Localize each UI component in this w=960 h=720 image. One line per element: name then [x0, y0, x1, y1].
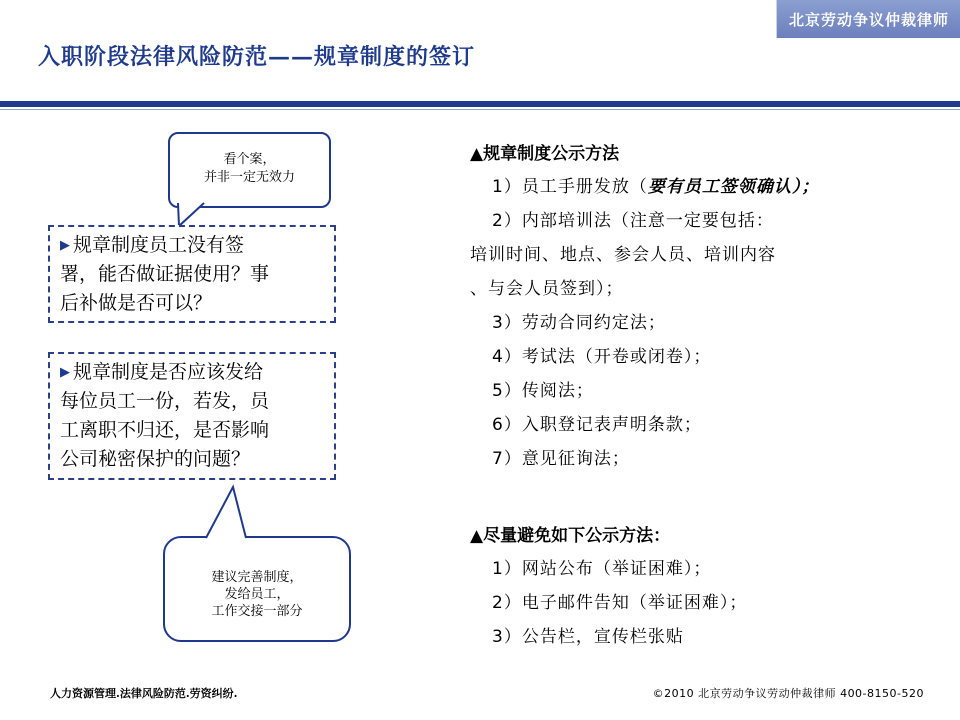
title-divider — [0, 101, 960, 107]
bullet-arrow-icon: ▶ — [60, 365, 70, 380]
method-item-continued: 培训时间、地点、参会人员、培训内容 — [470, 245, 776, 265]
page-title: 入职阶段法律风险防范——规章制度的签订 — [38, 44, 476, 70]
method-item: 5）传阅法； — [492, 381, 594, 401]
question-line: 工离职不归还，是否影响 — [60, 419, 270, 441]
callout-bottom — [163, 536, 351, 642]
disclosure-methods — [470, 138, 940, 654]
question-line: 署，能否做证据使用？事 — [60, 263, 270, 285]
question-box-distribution — [48, 352, 336, 480]
brand-label: 北京劳动争议仲裁律师 — [788, 11, 949, 29]
footer-tagline: 人力资源管理.法律风险防范.劳资纠纷. — [50, 687, 238, 700]
question-line: 后补做是否可以？ — [60, 292, 213, 314]
brand-badge — [776, 0, 960, 38]
section-heading: ▲规章制度公示方法 — [470, 144, 620, 164]
method-item — [470, 170, 940, 204]
callout-top-line: 看个案， — [223, 152, 276, 167]
avoid-item: 3）公告栏，宣传栏张贴 — [492, 627, 684, 647]
callout-bottom-tail — [200, 486, 260, 540]
method-item-emphasis: 要有员工签领确认）； — [647, 177, 820, 197]
avoid-item: 1）网站公布（举证困难）； — [492, 559, 712, 579]
method-item: 6）入职登记表声明条款； — [492, 415, 702, 435]
question-box-signature — [48, 225, 336, 323]
title-divider-thin — [0, 109, 960, 110]
method-item: 3）劳动合同约定法； — [492, 313, 666, 333]
section-heading: ▲尽量避免如下公示方法： — [470, 526, 671, 546]
question-line: 规章制度是否应该发给 — [73, 361, 264, 383]
callout-top-line: 并非一定无效力 — [203, 170, 295, 185]
bullet-arrow-icon: ▶ — [60, 238, 70, 253]
method-item: 7）意见征询法； — [492, 449, 630, 469]
method-item-continued: 、与会人员签到）； — [470, 279, 624, 299]
method-item: 2）内部培训法（注意一定要包括： — [492, 211, 774, 231]
question-line: 公司秘密保护的问题？ — [60, 448, 251, 470]
callout-bottom-line: 发给员工， — [224, 587, 290, 602]
method-item-text: 1）员工手册发放（ — [492, 177, 648, 197]
method-item: 4）考试法（开卷或闭卷）； — [492, 347, 712, 367]
avoid-item: 2）电子邮件告知（举证困难）； — [492, 593, 748, 613]
footer-copyright: ©2010 北京劳动争议劳动仲裁律师 400-8150-520 — [652, 687, 924, 700]
callout-top — [168, 132, 331, 208]
question-line: 规章制度员工没有签 — [73, 234, 245, 256]
callout-bottom-line: 建议完善制度， — [211, 570, 303, 585]
callout-bottom-line: 工作交接一部分 — [211, 604, 303, 619]
question-line: 每位员工一份，若发，员 — [60, 390, 270, 412]
